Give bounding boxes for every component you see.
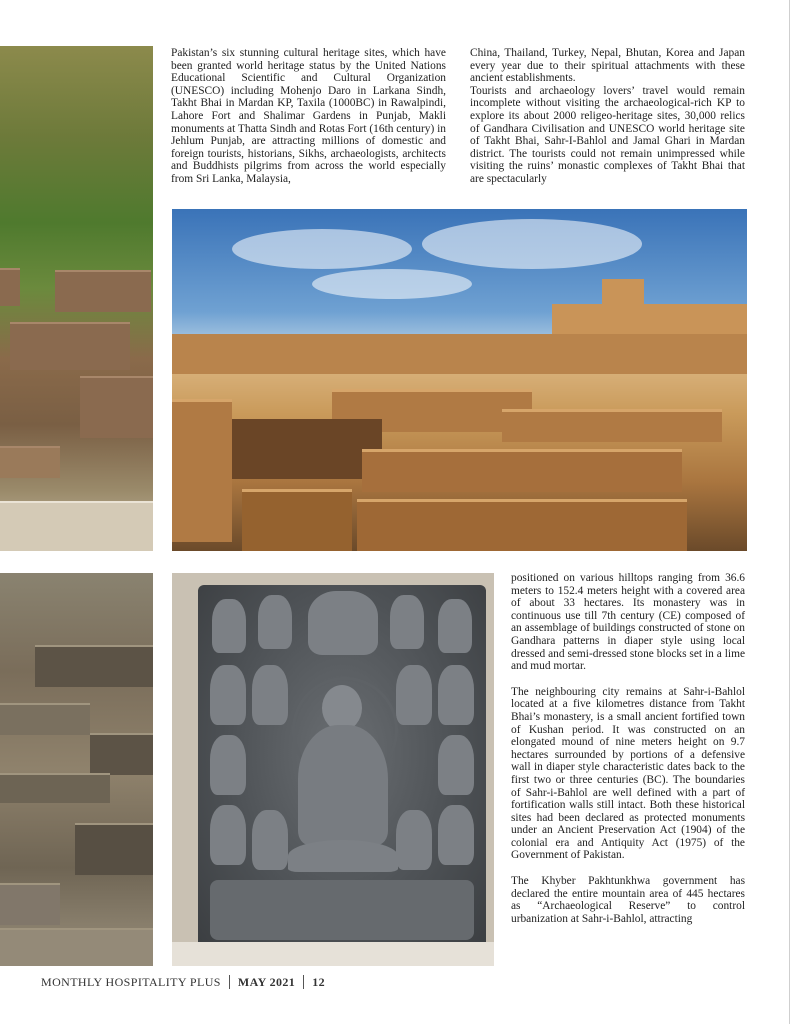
mohenjo-daro-photo	[172, 209, 747, 551]
article-paragraph: Pakistan’s six stunning cultural heritage sites, which have been granted world heritage status by the United Nations Educational Scientific and Cultural Organization (UNESCO) including Mohenjo Daro in Larkana Sindh, Takht Bhai in Mardan KP, Taxila (1000BC) in Rawalpindi, Lahore Fort and Shalimar Gardens in Punjab, Makli monuments at Thatta Sindh and Rotas Fort (16th century) in Jehlum Punjab, are attracting millions of domestic and foreign tourists, historians, Sikhs, archaeologists, architects and Buddhists pilgrims from across the world especially from Sri Lanka, Malaysia,	[171, 47, 446, 185]
ruins-hillside-photo	[0, 46, 153, 551]
page-footer	[41, 974, 325, 990]
article-paragraph: Tourists and archaeology lovers’ travel would remain incomplete without visiting the archaeological-rich KP to explore its about 2000 religeo-heritage sites, 30,000 relics of Gandhara Civilisation and UNESCO world heritage site of Takht Bhai, Sahr-I-Bahlol and Jamal Ghari in Mardan district. The tourists could not remain unimpressed while visiting the ruins’ monastic complexes of Takht Bhai that are spectacularly	[470, 84, 745, 185]
footer-divider	[303, 975, 304, 989]
article-column-3	[511, 572, 745, 925]
article-column-1	[171, 47, 446, 186]
footer-divider	[229, 975, 230, 989]
article-paragraph: The Khyber Pakhtunkhwa government has declared the entire mountain area of 445 hectares as “Archaeological Reserve” to control urbanization at Sahr-i-Bahlol, attracting	[511, 875, 745, 925]
article-column-2	[470, 47, 745, 186]
magazine-name: MONTHLY HOSPITALITY PLUS	[41, 974, 221, 989]
issue-date: MAY 2021	[237, 974, 296, 989]
article-paragraph: China, Thailand, Turkey, Nepal, Bhutan, Korea and Japan every year due to their spiritual attachments with these ancient establishments.	[470, 47, 745, 85]
page-number: 12	[312, 974, 326, 989]
stone-ruins-photo	[0, 573, 153, 966]
buddha-stele-photo	[172, 573, 494, 966]
article-paragraph: positioned on various hilltops ranging from 36.6 meters to 152.4 meters height with a covered area of about 33 hectares. Its monastery was in continuous use till 7th century (CE) composed of an assemblage of buildings constructed of stone on Gandhara patterns in diaper style using local dressed and semi-dressed stone blocks set in a lime and mud mortar.	[511, 572, 745, 673]
page-edge-rule	[789, 0, 790, 1024]
article-paragraph: The neighbouring city remains at Sahr-i-Bahlol located at a five kilometres distance from Takht Bhai’s monastery, is a small ancient fortified town of Kushan period. It was constructed on an elongated mound of nine meters height on 9.7 hectares surrounded by portions of a defensive wall in diaper style characteristic dates back to the first two or three centuries (BC). The boundaries of Sahr-i-Bahlol are well defined with a part of fortification walls still intact. Both these historical sites had been declared as protected monuments under an Ancient Preservation Act (1904) of the colonial era and Antiquity Act (1975) of the Government of Pakistan.	[511, 685, 745, 862]
